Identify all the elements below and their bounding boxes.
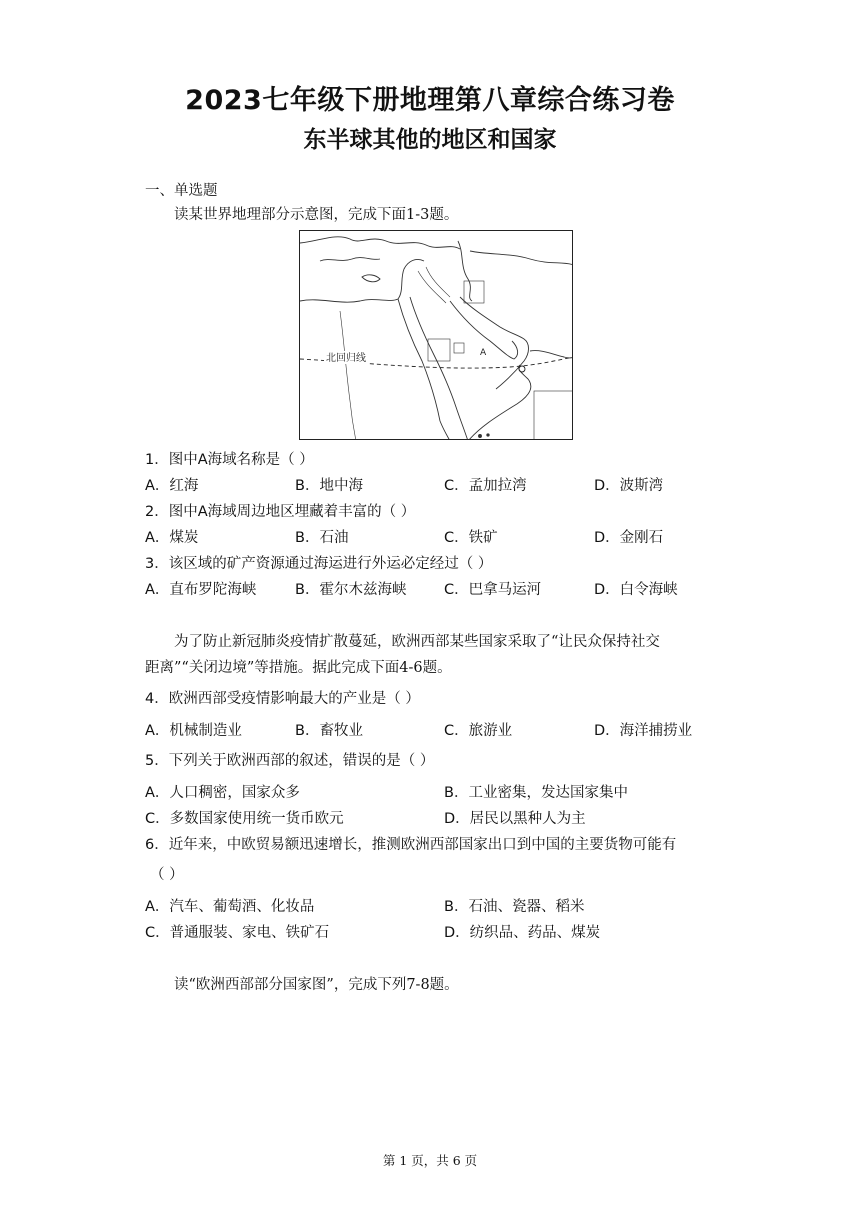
q6-option-d[interactable]: D．纺织品、药品、煤炭 [444,925,601,941]
page-subtitle: 东半球其他的地区和国家 [303,127,557,153]
q3-option-a[interactable]: A．直布罗陀海峡 [145,582,257,598]
map-point-label: A [480,348,487,358]
q1-option-c[interactable]: C．孟加拉湾 [444,478,527,494]
q6-option-c[interactable]: C．普通服装、家电、铁矿石 [145,925,330,941]
q3-option-d[interactable]: D．白令海峡 [594,582,678,598]
q3-option-b[interactable]: B．霍尔木兹海峡 [295,582,407,598]
q1-option-b[interactable]: B．地中海 [295,478,363,494]
q5-option-d[interactable]: D．居民以黑种人为主 [444,811,586,827]
q2-option-d[interactable]: D．金刚石 [594,530,664,546]
q5-option-a[interactable]: A．人口稠密，国家众多 [145,785,300,801]
q6-option-a[interactable]: A．汽车、葡萄酒、化妆品 [145,899,315,915]
q4-option-a[interactable]: A．机械制造业 [145,723,242,739]
tropic-label [324,351,368,364]
q2-option-a[interactable]: A．煤炭 [145,530,199,546]
q4-option-b[interactable]: B．畜牧业 [295,723,363,739]
question-3-stem: 3．该区域的矿产资源通过海运进行外运必定经过（ ） [145,556,493,572]
q1-option-a[interactable]: A．红海 [145,478,199,494]
q1-option-d[interactable]: D．波斯湾 [594,478,664,494]
q6-option-b[interactable]: B．石油、瓷器、稻米 [444,899,585,915]
question-5-stem: 5．下列关于欧洲西部的叙述，错误的是（ ） [145,753,435,769]
q2-option-b[interactable]: B．石油 [295,530,349,546]
section-heading: 一、单选题 [145,183,218,199]
q2-option-c[interactable]: C．铁矿 [444,530,498,546]
q3-option-c[interactable]: C．巴拿马运河 [444,582,542,598]
question-2-stem: 2．图中A海域周边地区埋藏着丰富的（ ） [145,504,416,520]
middle-east-map [299,230,573,440]
group2-intro-line2: 距离”“关闭边境”等措施。据此完成下面4-6题。 [145,660,452,676]
q5-option-c[interactable]: C．多数国家使用统一货币欧元 [145,811,344,827]
q4-option-c[interactable]: C．旅游业 [444,723,513,739]
question-6-stem: 6．近年来，中欧贸易额迅速增长，推测欧洲西部国家出口到中国的主要货物可能有 [145,837,677,853]
group1-intro: 读某世界地理部分示意图，完成下面1-3题。 [174,207,459,223]
group3-intro: 读“欧洲西部部分国家图”，完成下列7-8题。 [174,977,459,993]
q5-option-b[interactable]: B．工业密集，发达国家集中 [444,785,628,801]
question-1-stem: 1．图中A海域名称是（ ） [145,452,314,468]
svg-text:北回归线: 北回归线 [326,353,366,364]
map-figure [300,231,573,440]
group2-intro-line1: 为了防止新冠肺炎疫情扩散蔓延，欧洲西部某些国家采取了“让民众保持社交 [174,634,660,650]
q4-option-d[interactable]: D．海洋捕捞业 [594,723,693,739]
question-4-stem: 4．欧洲西部受疫情影响最大的产业是（ ） [145,691,420,707]
page-title: 2023七年级下册地理第八章综合练习卷 [185,85,675,116]
question-6-stem-cont: （ ） [150,867,184,883]
page-number: 第 1 页，共 6 页 [382,1153,478,1168]
